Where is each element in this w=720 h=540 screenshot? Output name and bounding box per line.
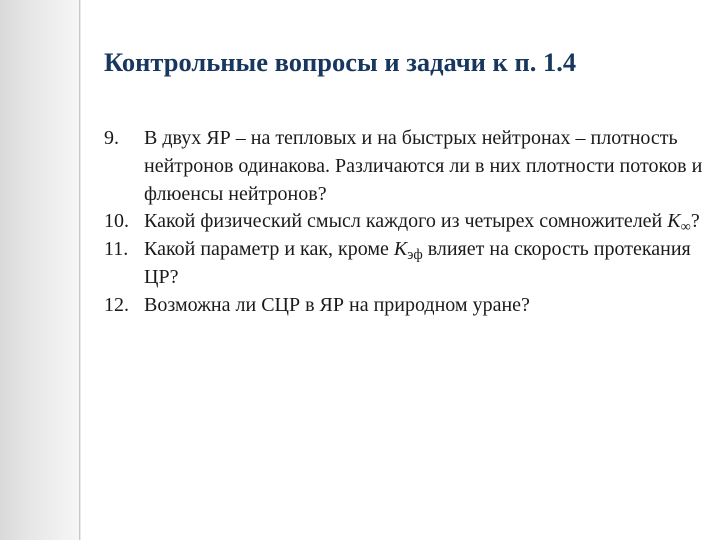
slide-title: Контрольные вопросы и задачи к п. 1.4 — [104, 47, 577, 77]
question-item — [104, 236, 704, 292]
question-text — [144, 236, 704, 292]
question-number: 10. — [104, 210, 129, 233]
question-text-start: Какой параметр и как, кроме — [144, 238, 394, 261]
k-infinity-symbol: K — [667, 210, 681, 233]
question-text-end: влияет на скорость протекания ЦР? — [144, 238, 691, 288]
left-edge-decoration — [0, 0, 80, 540]
question-text: В двух ЯР – на тепловых и на быстрых нейтронах – плотность нейтронов одинакова. Различаются ли в них плотности потоков и флюенсы нейтронов? — [144, 127, 703, 205]
questions-list — [104, 125, 704, 320]
question-item — [104, 208, 704, 236]
question-number: 11. — [104, 238, 129, 261]
question-number: 12. — [104, 293, 129, 316]
question-text-end: ? — [690, 210, 700, 233]
question-item — [104, 125, 704, 208]
question-item — [104, 292, 704, 320]
k-infinity-subscript: ∞ — [680, 219, 691, 236]
question-text: Возможна ли СЦР в ЯР на природном уране? — [144, 293, 530, 316]
k-effective-symbol: K — [393, 238, 408, 261]
question-text-start: Какой физический смысл каждого из четырех сомножителей — [144, 210, 668, 233]
left-edge-highlight — [80, 0, 81, 540]
question-text — [144, 208, 704, 236]
k-effective-subscript: эф — [407, 247, 423, 264]
question-number: 9. — [104, 127, 119, 149]
